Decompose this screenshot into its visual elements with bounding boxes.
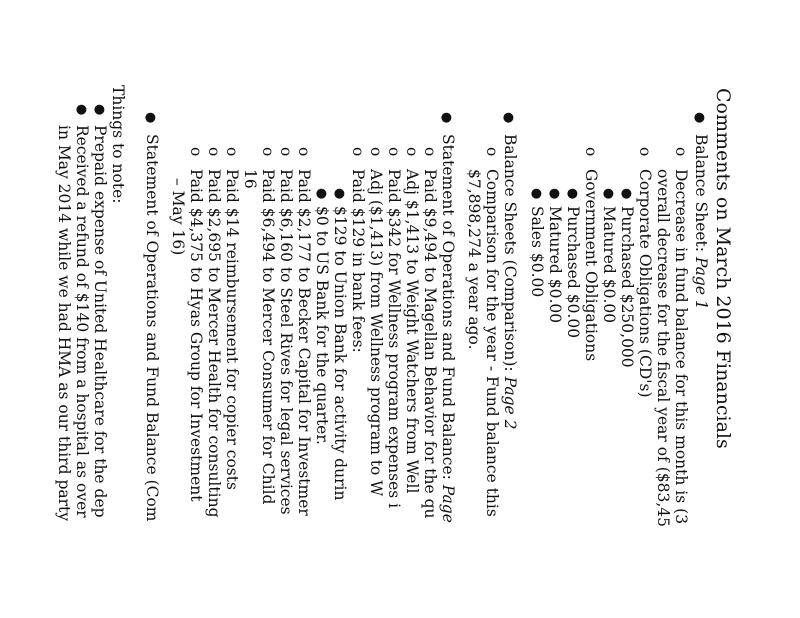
bullet-icon: ● — [143, 112, 158, 124]
bank-fee-item: $129 to Union Bank for activity durin — [331, 206, 349, 501]
operations-item: Paid $14 reimbursement for copier costs — [223, 169, 241, 490]
bullet-icon: ● — [565, 188, 580, 200]
comparison-line-2: $7,898,274 a year ago. — [465, 169, 483, 350]
decrease-line-2: overall decrease for the fiscal year of ($83,45 — [654, 169, 672, 528]
bullet-icon: ● — [332, 188, 347, 200]
operations-heading — [439, 134, 457, 523]
note-item: Received a refund of $140 from a hospital as over — [73, 125, 91, 518]
operations-page-ref: Page — [439, 484, 457, 523]
hollow-bullet-icon: o — [259, 147, 277, 157]
bullet-icon: ● — [547, 188, 562, 200]
operations-item: Paid $4,375 to Hyas Group for Investment — [187, 169, 205, 502]
hollow-bullet-icon: o — [277, 147, 295, 157]
operations-item: Paid $6,160 to Steel Rives for legal services — [277, 169, 295, 515]
hollow-bullet-icon: o — [483, 147, 501, 157]
hollow-bullet-icon: o — [367, 147, 385, 157]
hollow-bullet-icon: o — [205, 147, 223, 157]
gov-item: Sales $0.00 — [528, 206, 546, 298]
operations-item: Adj $1,413 to Weight Watchers from Well — [403, 169, 421, 494]
bullet-icon: ● — [619, 188, 634, 200]
operations-label: Statement of Operations and Fund Balance: — [439, 134, 457, 480]
notes-heading: Things to note: — [109, 85, 127, 204]
operations-item: Adj ($1,413) from Wellness program to W — [367, 169, 385, 497]
operations-item: Paid $342 for Wellness program expenses i — [385, 169, 403, 509]
comparison-heading — [501, 134, 519, 429]
government-obligations: Government Obligations — [582, 169, 600, 362]
balance-sheet-heading — [692, 134, 710, 310]
hollow-bullet-icon: o — [582, 147, 600, 157]
bullet-icon: ● — [314, 188, 329, 200]
corporate-obligations: Corporate Obligations (CD's) — [636, 169, 654, 398]
bullet-icon: ● — [74, 104, 89, 116]
operations-item-continuation: – May 16) — [169, 178, 187, 256]
bullet-icon: ● — [692, 112, 707, 124]
operations-item: Paid $129 in bank fees: — [349, 169, 367, 353]
corp-item: Matured $0.00 — [600, 206, 618, 324]
bullet-icon: ● — [501, 112, 516, 124]
hollow-bullet-icon: o — [187, 147, 205, 157]
hollow-bullet-icon: o — [403, 147, 421, 157]
hollow-bullet-icon: o — [385, 147, 403, 157]
bank-fee-item: $0 to US Bank for the quarter. — [313, 206, 331, 445]
balance-sheet-label: Balance Sheet: — [692, 134, 710, 252]
gov-item: Purchased $0.00 — [564, 206, 582, 339]
hollow-bullet-icon: o — [672, 147, 690, 157]
hollow-bullet-icon: o — [295, 147, 313, 157]
comparison-operations-heading: Statement of Operations and Fund Balance (Com — [143, 134, 161, 522]
hollow-bullet-icon: o — [636, 147, 654, 157]
bullet-icon: ● — [529, 188, 544, 200]
bullet-icon: ● — [439, 112, 454, 124]
comparison-page-ref: Page 2 — [501, 376, 519, 430]
gov-item: Matured $0.00 — [546, 206, 564, 324]
balance-sheet-page-ref: Page 1 — [692, 256, 710, 310]
decrease-line-1: Decrease in fund balance for this month is (3 — [672, 169, 690, 525]
comparison-line-1: Comparison for the year - Fund balance this — [483, 169, 501, 517]
operations-item: Paid $6,494 to Mercer Consumer for Child — [259, 169, 277, 505]
operations-item-continuation: 16 — [241, 169, 259, 189]
bullet-icon: ● — [92, 104, 107, 116]
hollow-bullet-icon: o — [223, 147, 241, 157]
note-item: Prepaid expense of United Healthcare for the dep — [91, 125, 109, 518]
note-item-continuation: in May 2014 while we had HMA as our third party — [55, 125, 73, 522]
operations-item: Paid $9,494 to Magellan Behavior for the qu — [421, 169, 439, 519]
hollow-bullet-icon: o — [349, 147, 367, 157]
comparison-label: Balance Sheets (Comparison): — [501, 134, 519, 372]
hollow-bullet-icon: o — [421, 147, 439, 157]
operations-item: Paid $2,695 to Mercer Health for consulting — [205, 169, 223, 518]
bullet-icon: ● — [601, 188, 616, 200]
corp-item: Purchased $250,000 — [618, 206, 636, 368]
page-title: Comments on March 2016 Financials — [712, 88, 734, 449]
operations-item: Paid $2,177 to Becker Capital for Investmer — [295, 169, 313, 516]
